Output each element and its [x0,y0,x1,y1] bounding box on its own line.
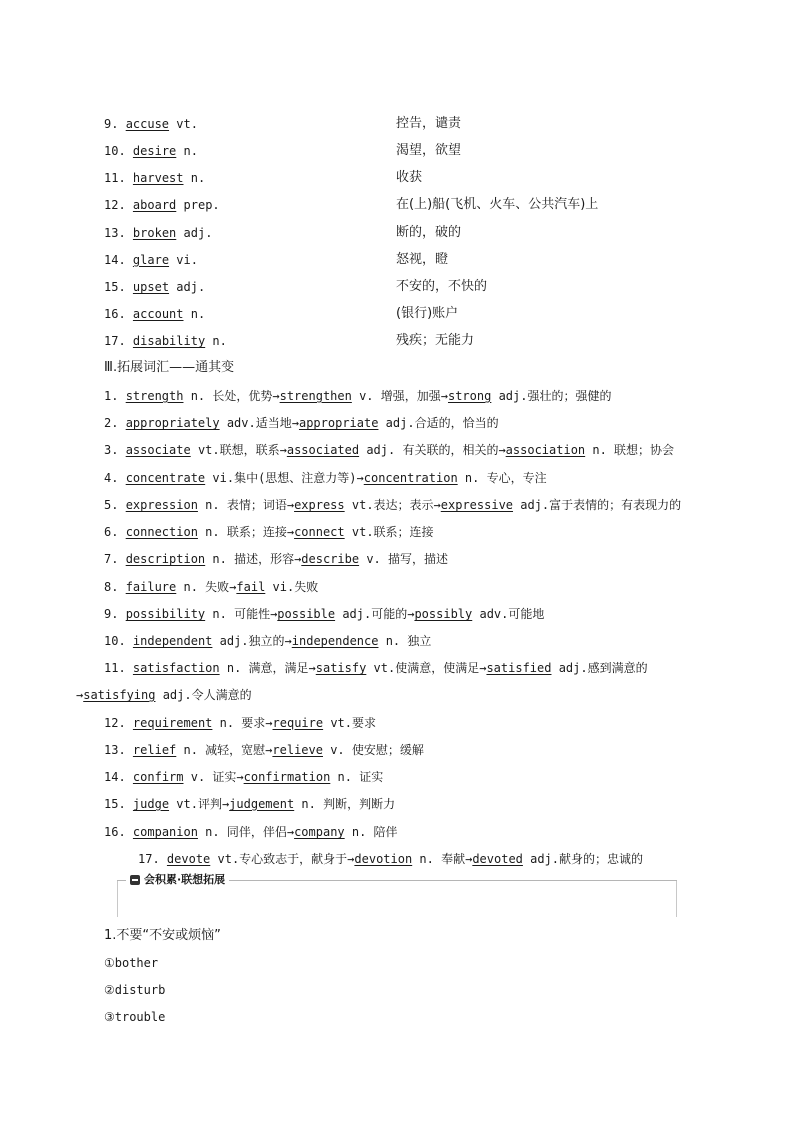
word-form: express [294,498,345,512]
extension-item [104,496,681,514]
part-of-speech: vi. [176,253,198,267]
vocab-meaning: 残疾；无能力 [396,333,475,348]
gloss: n. 证实 [330,770,384,784]
word-form: associated [286,443,360,457]
word-form: relief [132,743,177,757]
vocab-item [104,196,220,214]
item-number: 15. [104,280,126,294]
item-number: 12. [104,716,126,730]
box-title [126,873,229,887]
extension-item [104,741,424,759]
word-form: concentration [363,471,458,485]
extension-item [104,578,318,596]
extension-item [104,441,674,459]
extension-item [104,632,431,650]
gloss: n. 专心，专注 [457,471,547,485]
word-form: associate [125,443,191,457]
word-form: independence [291,634,379,648]
word-form: require [272,716,324,730]
item-number: 8. [104,580,119,594]
item-number: 11. [104,171,126,185]
word-form: describe [301,552,360,566]
vocab-meaning: 收获 [396,170,423,185]
gloss: n. 要求→ [212,716,273,730]
word-form: possible [277,607,336,621]
gloss: n. 描述，形容→ [205,552,302,566]
item-number: 2. [104,416,119,430]
extension-item [104,823,398,841]
extension-item [104,523,434,541]
gloss: adj.感到满意的 [551,661,648,675]
word-form: strength [125,389,184,403]
minus-box-icon [130,875,140,885]
gloss: vt.要求 [323,716,377,730]
gloss: adj.独立的→ [212,634,292,648]
gloss: adv.可能地 [472,607,545,621]
gloss: adv.适当地→ [219,416,299,430]
item-number: 16. [104,307,126,321]
extension-item [104,605,544,623]
gloss: v. 证实→ [183,770,244,784]
word-form: concentrate [125,471,206,485]
gloss: vt.评判→ [169,797,230,811]
vocab-item [104,305,205,323]
word-form: connect [294,525,345,539]
vocab-meaning: 怒视，瞪 [396,252,449,267]
gloss: n. 同伴，伴侣→ [197,825,295,839]
item-number: 14. [104,770,126,784]
item-number: 13. [104,743,126,757]
item-number: 5. [104,498,119,512]
subheading: 1.不要“不安或烦恼” [104,928,221,943]
vocab-word: aboard [132,198,177,212]
gloss: v. 使安慰；缓解 [322,743,424,757]
word-form: companion [132,825,198,839]
part-of-speech: adj. [176,280,206,294]
gloss: v. 增强，加强→ [351,389,448,403]
part-of-speech: n. [190,171,206,185]
item-number: 7. [104,552,119,566]
vocab-item [104,332,227,350]
item-number: 17. [104,334,126,348]
vocab-word: accuse [125,117,170,131]
extension-item [104,659,648,677]
word-form: expression [125,498,198,512]
word-form: devoted [472,852,523,866]
gloss: adj.令人满意的 [155,688,252,702]
word-form: appropriate [298,416,379,430]
part-of-speech: vt. [176,117,198,131]
item-number: 14. [104,253,126,267]
item-number: 16. [104,825,126,839]
item-number: 11. [104,661,126,675]
word-form: strong [447,389,492,403]
gloss: n. 联系；连接→ [197,525,295,539]
box-border-right [676,881,677,917]
extension-item-continued: →satisfying adj.令人满意的 [76,688,252,702]
word-form: strengthen [279,389,352,403]
item-number: 1. [104,389,119,403]
vocab-item [104,251,198,269]
word-form: description [125,552,206,566]
gloss: n. 奉献→ [412,852,473,866]
word-form: requirement [132,716,213,730]
extension-item [104,795,395,813]
vocab-item [104,224,212,242]
item-number: 13. [104,226,126,240]
word-form: judge [132,797,170,811]
word-form: possibly [414,607,473,621]
gloss: n. 判断，判断力 [294,797,396,811]
extension-item [104,768,383,786]
item-number: 9. [104,607,119,621]
vocab-item [104,115,198,133]
vocab-meaning: 控告，谴责 [396,116,462,131]
item-number: 3. [104,443,119,457]
item-number: 9. [104,117,119,131]
vocab-meaning: (银行)账户 [396,306,459,321]
gloss: vt.使满意，使满足→ [366,661,487,675]
gloss: n. 陪伴 [344,825,398,839]
gloss: vt.专心致志于，献身于→ [210,852,355,866]
vocab-meaning: 渴望，欲望 [396,143,462,158]
word-form: satisfying [83,688,156,702]
extension-item [104,387,611,405]
vocab-word: desire [132,144,177,158]
list-item: ③trouble [104,1010,166,1024]
gloss: n. 减轻，宽慰→ [176,743,273,757]
vocab-word: harvest [132,171,184,185]
box-border-left [117,881,118,917]
list-item: ①bother [104,956,159,970]
item-number: 17. [138,852,160,866]
vocab-item [104,278,205,296]
word-form: failure [125,580,177,594]
word-form: confirmation [243,770,331,784]
vocab-item [104,169,205,187]
vocab-word: upset [132,280,170,294]
vocab-meaning: 不安的，不快的 [396,279,488,294]
extension-item [104,714,376,732]
vocab-meaning: 断的，破的 [396,225,462,240]
gloss: n. 可能性→ [205,607,278,621]
word-form: relieve [272,743,323,757]
word-form: confirm [132,770,184,784]
vocab-item [104,142,198,160]
word-form: devotion [354,852,413,866]
word-form: expressive [440,498,514,512]
gloss: adj.富于表情的；有表现力的 [513,498,682,512]
word-form: judgement [229,797,295,811]
word-form: devote [166,852,211,866]
gloss: adj.献身的；忠诚的 [522,852,644,866]
gloss: adj.强壮的；强健的 [491,389,612,403]
gloss: n. 满意，满足→ [219,661,316,675]
vocab-word: glare [132,253,170,267]
item-number: 10. [104,634,126,648]
gloss: vi.失败 [265,580,319,594]
part-of-speech: n. [190,307,206,321]
item-number: 10. [104,144,126,158]
word-form: independent [132,634,213,648]
word-form: connection [125,525,198,539]
word-form: fail [236,580,266,594]
extension-item [104,469,547,487]
extension-item [104,414,499,432]
word-form: possibility [125,607,206,621]
extension-item [104,550,448,568]
item-number: 4. [104,471,119,485]
vocab-word: disability [132,334,206,348]
word-form: satisfied [486,661,552,675]
word-form: association [505,443,586,457]
gloss: vt.联想，联系→ [190,443,287,457]
item-number: 12. [104,198,126,212]
gloss: v. 描写，描述 [359,552,448,566]
box-title-text: 会积累·联想拓展 [144,873,226,886]
part-of-speech: adj. [183,226,213,240]
gloss: adj.合适的，恰当的 [378,416,499,430]
item-number: 6. [104,525,119,539]
extension-item [138,850,643,868]
word-form: company [294,825,345,839]
word-form: appropriately [125,416,220,430]
gloss: n. 长处，优势→ [183,389,280,403]
gloss: n. 独立 [378,634,432,648]
part-of-speech: n. [183,144,198,158]
gloss: adj. 有关联的，相关的→ [359,443,506,457]
part-of-speech: prep. [183,198,220,212]
part-of-speech: n. [212,334,227,348]
gloss: adj.可能的→ [335,607,415,621]
word-form: satisfaction [132,661,220,675]
gloss: n. 失败→ [176,580,237,594]
vocab-word: account [132,307,184,321]
gloss: vi.集中(思想、注意力等)→ [205,471,364,485]
item-number: 15. [104,797,126,811]
section-heading: Ⅲ.拓展词汇——通其变 [104,360,235,375]
word-form: satisfy [315,661,367,675]
gloss: n. 表情；词语→ [197,498,295,512]
gloss: n. 联想；协会 [585,443,675,457]
gloss: vt.联系；连接 [344,525,434,539]
vocab-meaning: 在(上)船(飞机、火车、公共汽车)上 [396,197,599,212]
vocab-word: broken [132,226,177,240]
list-item: ②disturb [104,983,166,997]
gloss: vt.表达；表示→ [344,498,441,512]
